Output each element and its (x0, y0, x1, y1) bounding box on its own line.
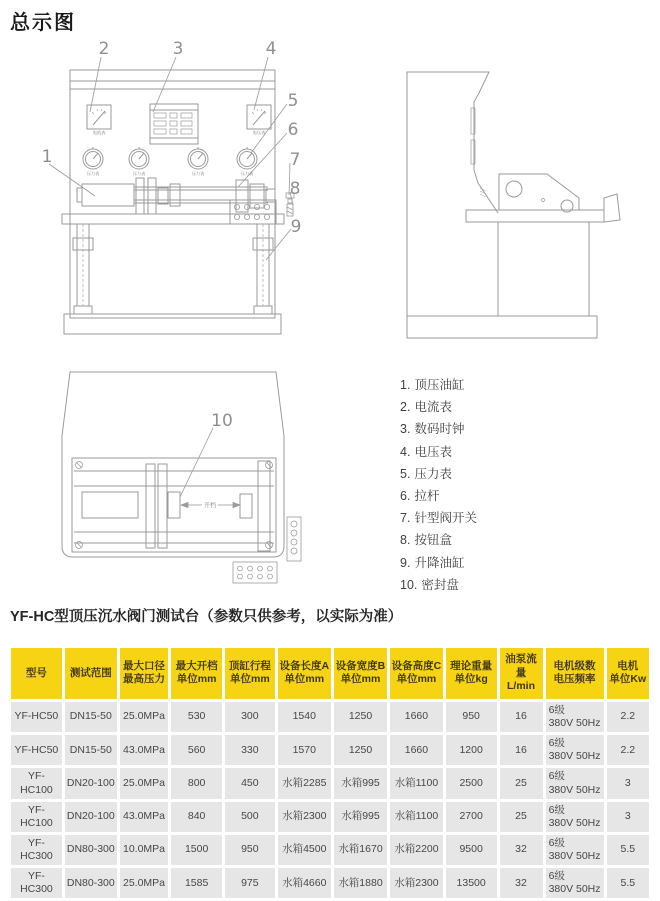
voltmeter-label: 电压表 (252, 130, 266, 135)
callout-2: 2 (98, 39, 110, 59)
callout-9: 9 (290, 217, 302, 237)
table-cell: 3 (607, 802, 649, 832)
column-header: 设备长度A 单位mm (278, 648, 331, 699)
table-cell: 6级 380V 50Hz (546, 702, 604, 732)
spec-table-title: YF-HC型顶压沉水阀门测试台（参数只供参考，以实际为准） (10, 609, 403, 625)
table-cell: YF-HC300 (11, 835, 62, 865)
table-cell: 2.2 (607, 702, 649, 732)
digital-clock-icon (150, 104, 198, 144)
table-cell: 水箱1880 (334, 868, 387, 898)
table-cell: 840 (171, 802, 222, 832)
legend-item (400, 507, 610, 529)
table-cell: 1570 (278, 735, 331, 765)
legend-item-number: 1. (400, 378, 411, 392)
pressure-gauges (83, 147, 257, 169)
table-cell: DN15-50 (65, 735, 117, 765)
legend-item (400, 374, 610, 396)
column-header: 设备高度C 单位mm (390, 648, 443, 699)
legend-item-label: 电压表 (414, 444, 452, 459)
legend-item-number: 2. (400, 400, 411, 415)
bolt-strip-icon (287, 517, 301, 561)
table-cell: 1200 (446, 735, 497, 765)
table-cell: 水箱1100 (390, 768, 443, 798)
table-cell: 3 (607, 768, 649, 798)
table-cell: 32 (500, 868, 543, 898)
legend-item-label: 升降油缸 (414, 555, 465, 570)
table-cell: DN20-100 (65, 802, 117, 832)
table-cell: 水箱2300 (390, 868, 443, 898)
table-cell: 13500 (446, 868, 497, 898)
legend-item-label: 电流表 (414, 400, 452, 415)
column-header: 电机 单位Kw (607, 648, 649, 699)
legend-item-label: 压力表 (414, 466, 452, 481)
button-box-top-icon (233, 562, 277, 583)
legend-item-label: 拉杆 (414, 489, 440, 504)
callout-1: 1 (41, 147, 53, 167)
callout-4: 4 (265, 39, 277, 59)
table-cell: DN15-50 (65, 702, 117, 732)
table-cell: 6级 380V 50Hz (546, 868, 604, 898)
column-header: 最大开档 单位mm (171, 648, 222, 699)
table-cell: 25.0MPa (120, 768, 168, 798)
legend-item-label: 按钮盒 (414, 533, 452, 548)
table-cell: 25 (500, 802, 543, 832)
table-cell: 6级 380V 50Hz (546, 802, 604, 832)
table-cell: 9500 (446, 835, 497, 865)
lifting-cylinders (73, 224, 273, 314)
column-header: 理论重量 单位kg (446, 648, 497, 699)
callout-6: 6 (287, 120, 299, 140)
column-header: 最大口径 最高压力 (120, 648, 168, 699)
voltmeter-icon (247, 105, 271, 129)
legend-item-number: 7. (400, 511, 411, 526)
header-row (11, 648, 649, 699)
gauge-label-3: 压力表 (191, 171, 205, 176)
table-cell: 950 (225, 835, 275, 865)
legend-item-number: 6. (400, 489, 411, 504)
legend-item (400, 574, 610, 596)
table-cell: 水箱4500 (278, 835, 331, 865)
gauge-label-1: 压力表 (86, 171, 100, 176)
table-cell: 300 (225, 702, 275, 732)
table-cell: 1500 (171, 835, 222, 865)
legend-item-number: 8. (400, 533, 411, 548)
table-cell: 2.2 (607, 735, 649, 765)
spec-table-head (11, 648, 649, 699)
table-cell: 水箱1670 (334, 835, 387, 865)
table-cell: 水箱995 (334, 802, 387, 832)
table-cell: 450 (225, 768, 275, 798)
table-row (11, 802, 649, 832)
table-cell: 16 (500, 735, 543, 765)
table-cell: 2500 (446, 768, 497, 798)
table-cell: 500 (225, 802, 275, 832)
table-cell: 水箱2200 (390, 835, 443, 865)
legend-item (400, 418, 610, 440)
table-cell: 6级 380V 50Hz (546, 835, 604, 865)
top-view (62, 372, 301, 583)
legend-item-label: 密封盘 (421, 577, 459, 592)
table-cell: 25 (500, 768, 543, 798)
legend-item (400, 552, 610, 574)
legend-item-label: 数码时钟 (414, 422, 465, 437)
callout-5: 5 (287, 91, 299, 111)
table-cell: 1660 (390, 735, 443, 765)
table-row (11, 835, 649, 865)
table-cell: DN80-300 (65, 835, 117, 865)
column-header: 设备宽度B 单位mm (334, 648, 387, 699)
spec-table-body (11, 702, 649, 899)
front-view (49, 57, 294, 334)
table-cell: YF-HC100 (11, 802, 62, 832)
legend-item (400, 441, 610, 463)
legend-item (400, 485, 610, 507)
table-cell: 560 (171, 735, 222, 765)
table-cell: 950 (446, 702, 497, 732)
table-cell: YF-HC100 (11, 768, 62, 798)
side-view (407, 72, 620, 338)
column-header: 油泵流量 L/min (500, 648, 543, 699)
table-cell: 10.0MPa (120, 835, 168, 865)
table-cell: 1250 (334, 735, 387, 765)
ammeter-label: 电流表 (92, 130, 106, 135)
gauge-label-2: 压力表 (132, 171, 146, 176)
table-cell: 43.0MPa (120, 802, 168, 832)
column-header: 顶缸行程 单位mm (225, 648, 275, 699)
legend-item-number: 10. (400, 577, 418, 592)
callout-10: 10 (211, 411, 233, 431)
table-cell: DN80-300 (65, 868, 117, 898)
spec-table (8, 645, 652, 901)
table-cell: YF-HC300 (11, 868, 62, 898)
legend-item (400, 529, 610, 551)
table-cell: 330 (225, 735, 275, 765)
table-cell: YF-HC50 (11, 735, 62, 765)
parts-legend (400, 374, 610, 596)
table-cell: YF-HC50 (11, 702, 62, 732)
table-cell: 5.5 (607, 868, 649, 898)
table-cell: 水箱1100 (390, 802, 443, 832)
column-header: 电机级数 电压频率 (546, 648, 604, 699)
legend-item (400, 463, 610, 485)
table-cell: 975 (225, 868, 275, 898)
table-cell: 水箱2285 (278, 768, 331, 798)
table-row (11, 702, 649, 732)
legend-item-label: 针型阀开关 (414, 511, 477, 526)
table-cell: 6级 380V 50Hz (546, 735, 604, 765)
table-cell: 2700 (446, 802, 497, 832)
table-cell: 水箱2300 (278, 802, 331, 832)
callout-8: 8 (289, 179, 301, 199)
table-cell: 16 (500, 702, 543, 732)
column-header: 测试范围 (65, 648, 117, 699)
callout-3: 3 (172, 39, 184, 59)
table-cell: 25.0MPa (120, 868, 168, 898)
table-row (11, 868, 649, 898)
table-cell: 5.5 (607, 835, 649, 865)
legend-item-number: 5. (400, 466, 411, 481)
legend-item-number: 3. (400, 422, 411, 437)
table-row (11, 768, 649, 798)
table-cell: DN20-100 (65, 768, 117, 798)
table-cell: 水箱4660 (278, 868, 331, 898)
legend-item-number: 4. (400, 444, 411, 459)
table-cell: 1660 (390, 702, 443, 732)
page-title: 总示图 (10, 12, 76, 34)
table-cell: 43.0MPa (120, 735, 168, 765)
table-cell: 水箱995 (334, 768, 387, 798)
column-header: 型号 (11, 648, 62, 699)
dimension-label: 开档 (203, 502, 217, 510)
legend-item (400, 396, 610, 418)
table-cell: 1540 (278, 702, 331, 732)
table-cell: 800 (171, 768, 222, 798)
table-cell: 1250 (334, 702, 387, 732)
gauge-label-4: 压力表 (240, 171, 254, 176)
table-cell: 530 (171, 702, 222, 732)
table-row (11, 735, 649, 765)
table-cell: 1585 (171, 868, 222, 898)
legend-item-number: 9. (400, 555, 411, 570)
callout-7: 7 (289, 150, 301, 170)
legend-item-label: 顶压油缸 (414, 378, 465, 392)
table-cell: 25.0MPa (120, 702, 168, 732)
table-cell: 32 (500, 835, 543, 865)
table-cell: 6级 380V 50Hz (546, 768, 604, 798)
